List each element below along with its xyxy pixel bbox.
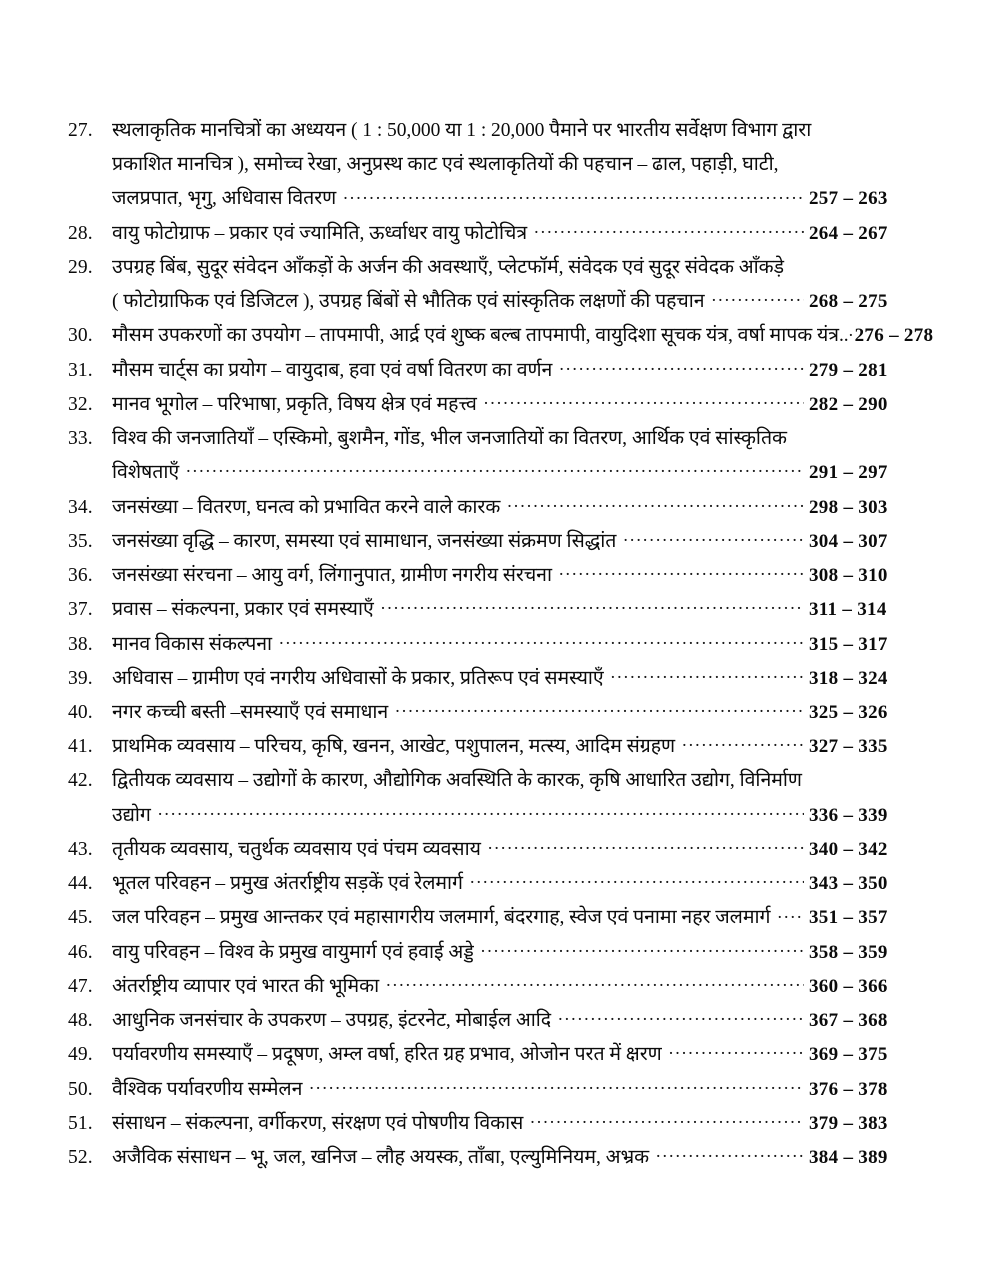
toc-entry-title: वायु परिवहन – विश्व के प्रमुख वायुमार्ग एवं हवाई अड्डे (112, 941, 474, 963)
toc-entry-line (68, 666, 921, 692)
toc-entry-line (68, 940, 921, 966)
toc-entry-title: प्राथमिक व्यवसाय – परिचय, कृषि, खनन, आखेट, पशुपालन, मत्स्य, आदिम संग्रहण (112, 736, 676, 758)
toc-entry-title: मौसम चार्ट्स का प्रयोग – वायुदाब, हवा एवं वर्षा वितरण का वर्णन (112, 359, 553, 381)
toc-entry-line (68, 837, 921, 863)
toc-entry[interactable] (68, 768, 921, 828)
toc-entry-line (68, 529, 921, 555)
toc-entry-list (68, 118, 934, 1171)
toc-entry[interactable] (68, 392, 921, 418)
toc-entry-title: जलप्रपात, भृगु, अधिवास वितरण (112, 188, 337, 210)
toc-entry-line (68, 255, 921, 281)
toc-entry-title: प्रकाशित मानचित्र ), समोच्च रेखा, अनुप्रस्थ काट एवं स्थलाकृतियों की पहचान – ढाल, पहाड़ी, घाटी, (112, 154, 779, 176)
toc-entry[interactable] (68, 700, 921, 726)
toc-entry-title: अंतर्राष्ट्रीय व्यापार एवं भारत की भूमिका (112, 975, 380, 997)
toc-entry-number: 51. (68, 1112, 93, 1134)
dotted-leader (481, 942, 804, 958)
toc-entry-pages: 351 – 357 (809, 907, 888, 929)
toc-entry-pages: 291 – 297 (809, 462, 888, 484)
toc-entry-line (68, 1145, 921, 1171)
toc-entry[interactable] (68, 426, 921, 486)
toc-entry-title: अजैविक संसाधन – भू, जल, खनिज – लौह अयस्क, ताँबा, एल्युमिनियम, अभ्रक (112, 1147, 650, 1169)
toc-entry-pages: 282 – 290 (809, 393, 888, 415)
toc-entry-title: मानव भूगोल – परिभाषा, प्रकृति, विषय क्षेत्र एवं महत्त्व (112, 393, 477, 415)
toc-entry-number: 32. (68, 393, 93, 415)
toc-entry-pages: 304 – 307 (809, 530, 888, 552)
toc-entry-number: 45. (68, 907, 93, 929)
dotted-leader (777, 907, 804, 923)
toc-entry-title: वायु फोटोग्राफ – प्रकार एवं ज्यामिति, ऊर्ध्वाधर वायु फोटोचित्र (112, 222, 528, 244)
toc-entry-title: आधुनिक जनसंचार के उपकरण – उपग्रह, इंटरनेट, मोबाईल आदि (112, 1010, 552, 1032)
toc-entry-line (68, 563, 921, 589)
toc-entry[interactable] (68, 905, 921, 931)
toc-entry[interactable] (68, 358, 921, 384)
toc-entry-title: स्थलाकृतिक मानचित्रों का अध्ययन ( 1 : 50,000 या 1 : 20,000 पैमाने पर भारतीय सर्वेक्षण विभाग द्वारा (112, 120, 812, 141)
toc-entry-pages: 367 – 368 (809, 1010, 888, 1032)
toc-entry-pages: 340 – 342 (809, 838, 888, 860)
toc-entry[interactable] (68, 255, 921, 315)
toc-entry-title: जनसंख्या संरचना – आयु वर्ग, लिंगानुपात, ग्रामीण नगरीय संरचना (112, 565, 552, 587)
toc-entry-title: पर्यावरणीय समस्याएँ – प्रदूषण, अम्ल वर्षा, हरित ग्रह प्रभाव, ओजोन परत में क्षरण (112, 1044, 662, 1066)
toc-entry-number: 48. (68, 1010, 93, 1032)
toc-entry-pages: 376 – 378 (809, 1078, 888, 1100)
toc-entry[interactable] (68, 940, 921, 966)
toc-entry-pages: 308 – 310 (809, 565, 888, 587)
toc-entry-number: 46. (68, 941, 93, 963)
toc-entry-line (68, 871, 921, 897)
toc-entry-line (68, 1008, 921, 1034)
toc-entry-title: विशेषताएँ (112, 462, 180, 484)
dotted-leader (712, 291, 804, 307)
toc-entry-line (68, 597, 921, 623)
toc-entry-pages: 379 – 383 (809, 1112, 888, 1134)
dotted-leader (488, 839, 804, 855)
toc-entry[interactable] (68, 529, 921, 555)
toc-entry-line (68, 1042, 921, 1068)
toc-entry-title: ( फोटोग्राफिक एवं डिजिटल ), उपग्रह बिंबों से भौतिक एवं सांस्कृतिक लक्षणों की पहचान (112, 291, 705, 313)
toc-entry-number: 30. (68, 325, 93, 347)
toc-entry-pages: 336 – 339 (809, 804, 888, 826)
toc-entry-title: वैश्विक पर्यावरणीय सम्मेलन (112, 1078, 303, 1100)
toc-entry-line (68, 905, 921, 931)
toc-entry-pages: 279 – 281 (809, 359, 888, 381)
toc-entry[interactable] (68, 221, 921, 247)
toc-entry[interactable] (68, 1111, 921, 1137)
dotted-leader (669, 1044, 804, 1060)
toc-entry-number: 36. (68, 565, 93, 587)
toc-entry[interactable] (68, 563, 921, 589)
toc-entry-line (68, 289, 921, 315)
toc-entry-line (68, 186, 921, 212)
dotted-leader (559, 360, 804, 376)
dotted-leader (484, 394, 804, 410)
dotted-leader (849, 325, 855, 341)
dotted-leader (559, 565, 804, 581)
toc-entry-pages: 325 – 326 (809, 701, 888, 723)
toc-entry-number: 44. (68, 873, 93, 895)
toc-entry-number: 29. (68, 256, 93, 278)
toc-entry-number: 33. (68, 428, 93, 450)
toc-entry-line (68, 392, 921, 418)
toc-entry[interactable] (68, 1042, 921, 1068)
toc-entry-title: मौसम उपकरणों का उपयोग – तापमापी, आर्द्र एवं शुष्क बल्ब तापमापी, वायुदिशा सूचक यंत्र, वर्षा मापक यंत्र.. (112, 325, 849, 347)
toc-entry-title: जनसंख्या वृद्धि – कारण, समस्या एवं सामाधान, जनसंख्या संक्रमण सिद्धांत (112, 530, 617, 552)
toc-entry-number: 28. (68, 222, 93, 244)
toc-entry-pages: 257 – 263 (809, 188, 888, 210)
toc-entry[interactable] (68, 1077, 921, 1103)
dotted-leader (682, 736, 804, 752)
toc-entry-title: उद्योग (112, 804, 151, 826)
toc-entry-line (68, 460, 921, 486)
dotted-leader (343, 188, 804, 204)
toc-entry-number: 43. (68, 838, 93, 860)
toc-entry-pages: 327 – 335 (809, 736, 888, 758)
toc-entry-title: मानव विकास संकल्पना (112, 633, 273, 655)
toc-entry-title: उपग्रह बिंब, सुदूर संवेदन आँकड़ों के अर्जन की अवस्थाएँ, प्लेटफॉर्म, संवेदक एवं सुदूर संवेदक आँकड़े (112, 256, 784, 278)
toc-entry-title: अधिवास – ग्रामीण एवं नगरीय अधिवासों के प्रकार, प्रतिरूप एवं समस्याएँ (112, 667, 604, 689)
toc-entry-line (68, 734, 921, 760)
toc-entry-line (68, 768, 921, 794)
dotted-leader (611, 668, 804, 684)
toc-entry-number: 38. (68, 633, 93, 655)
dotted-leader (656, 1147, 804, 1163)
toc-entry-number: 49. (68, 1044, 93, 1066)
toc-entry-pages: 268 – 275 (809, 291, 888, 313)
dotted-leader (158, 805, 804, 821)
dotted-leader (507, 497, 804, 513)
toc-entry-line (68, 974, 921, 1000)
toc-entry[interactable] (68, 1008, 921, 1034)
toc-entry-pages: 264 – 267 (809, 222, 888, 244)
toc-entry-line (68, 700, 921, 726)
dotted-leader (558, 1010, 804, 1026)
dotted-leader (534, 223, 804, 239)
toc-entry-number: 35. (68, 530, 93, 552)
dotted-leader (386, 976, 804, 992)
toc-entry-title: जनसंख्या – वितरण, घनत्व को प्रभावित करने वाले कारक (112, 496, 501, 518)
toc-entry-pages: 276 – 278 (854, 325, 934, 347)
toc-entry-line (68, 426, 921, 452)
toc-entry[interactable] (68, 666, 921, 692)
toc-entry[interactable] (68, 734, 921, 760)
toc-entry[interactable] (68, 495, 921, 521)
toc-entry[interactable] (68, 632, 921, 658)
toc-entry-title: संसाधन – संकल्पना, वर्गीकरण, संरक्षण एवं पोषणीय विकास (112, 1112, 524, 1134)
toc-entry[interactable] (68, 1145, 921, 1171)
toc-entry[interactable] (68, 974, 921, 1000)
toc-entry-title: जल परिवहन – प्रमुख आन्तकर एवं महासागरीय जलमार्ग, बंदरगाह, स्वेज एवं पनामा नहर जलमार्ग (112, 907, 771, 929)
toc-entry-pages: 318 – 324 (809, 667, 888, 689)
toc-entry[interactable] (68, 118, 921, 212)
toc-entry-number: 31. (68, 359, 93, 381)
toc-entry[interactable] (68, 323, 934, 349)
toc-entry-line (68, 152, 921, 178)
toc-entry-number: 42. (68, 770, 93, 792)
toc-entry-title: द्वितीयक व्यवसाय – उद्योगों के कारण, औद्योगिक अवस्थिति के कारक, कृषि आधारित उद्योग, विनिर्माण (112, 770, 802, 792)
toc-entry-pages: 369 – 375 (809, 1044, 888, 1066)
toc-entry-number: 47. (68, 975, 93, 997)
toc-entry-number: 34. (68, 496, 93, 518)
toc-entry-title: भूतल परिवहन – प्रमुख अंतर्राष्ट्रीय सड़कें एवं रेलमार्ग (112, 873, 463, 895)
dotted-leader (623, 531, 804, 547)
toc-entry-pages: 315 – 317 (809, 633, 888, 655)
toc-entry-line (68, 118, 921, 144)
toc-entry-pages: 384 – 389 (809, 1147, 888, 1169)
toc-entry-line (68, 221, 921, 247)
toc-entry[interactable] (68, 837, 921, 863)
dotted-leader (530, 1113, 804, 1129)
toc-entry-pages: 298 – 303 (809, 496, 888, 518)
toc-entry-pages: 358 – 359 (809, 941, 888, 963)
toc-entry[interactable] (68, 597, 921, 623)
toc-entry-line (68, 1077, 921, 1103)
dotted-leader (381, 599, 804, 615)
toc-entry-pages: 311 – 314 (809, 599, 887, 621)
toc-entry-number: 40. (68, 701, 93, 723)
toc-entry-number: 52. (68, 1147, 93, 1169)
toc-entry[interactable] (68, 871, 921, 897)
toc-entry-pages: 343 – 350 (809, 873, 888, 895)
toc-entry-title: विश्व की जनजातियाँ – एस्किमो, बुशमैन, गोंड, भील जनजातियों का वितरण, आर्थिक एवं सांस्कृतिक (112, 428, 787, 450)
dotted-leader (279, 634, 804, 650)
toc-entry-line (68, 495, 921, 521)
dotted-leader (309, 1079, 804, 1095)
toc-entry-title: प्रवास – संकल्पना, प्रकार एवं समस्याएँ (112, 599, 374, 621)
dotted-leader (470, 873, 804, 889)
toc-entry-line (68, 1111, 921, 1137)
toc-entry-line (68, 632, 921, 658)
toc-entry-number: 27. (68, 120, 93, 141)
toc-entry-line (68, 803, 921, 829)
toc-entry-line (68, 323, 934, 349)
toc-entry-number: 41. (68, 736, 93, 758)
toc-entry-title: नगर कच्ची बस्ती –समस्याएँ एवं समाधान (112, 701, 389, 723)
dotted-leader (395, 702, 804, 718)
toc-entry-title: तृतीयक व्यवसाय, चतुर्थक व्यवसाय एवं पंचम व्यवसाय (112, 838, 481, 860)
toc-entry-number: 50. (68, 1078, 93, 1100)
toc-entry-number: 39. (68, 667, 93, 689)
dotted-leader (186, 462, 804, 478)
toc-entry-number: 37. (68, 599, 93, 621)
toc-entry-line (68, 358, 921, 384)
toc-entry-pages: 360 – 366 (809, 975, 888, 997)
